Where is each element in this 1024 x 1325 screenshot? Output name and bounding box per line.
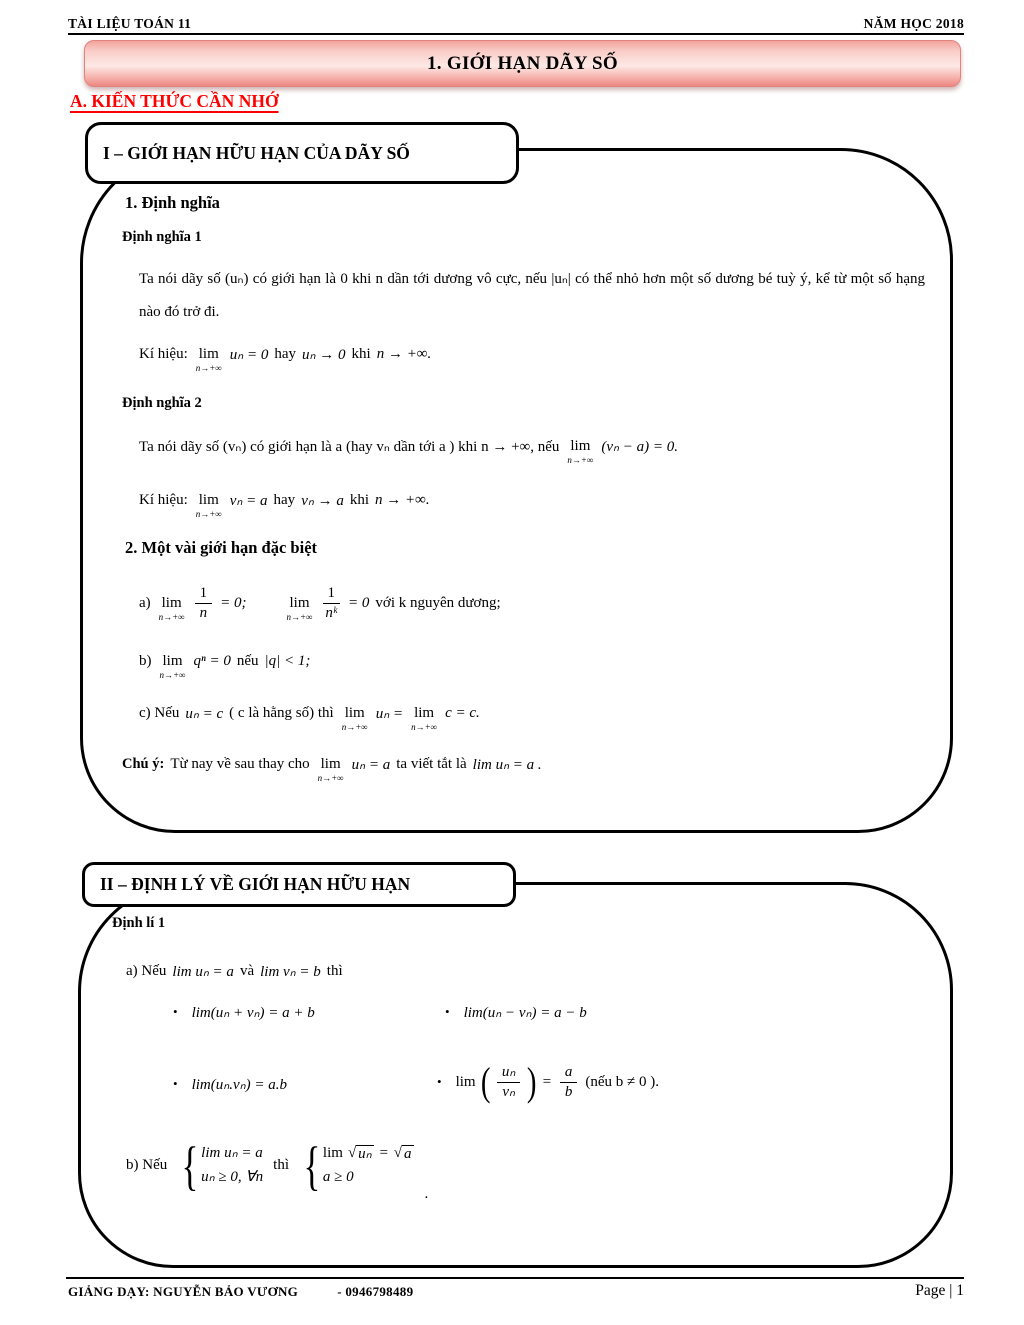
theorem-bullet-quotient: • lim ( $\frac{\text{uₙ}}{\text{vₙ}}$ ) = $\frac{a}{b}$ (nếu b ≠ 0 ). [437, 1059, 659, 1104]
bullet-icon: • [437, 1074, 442, 1089]
system-lines [201, 1144, 263, 1187]
bullet-icon: • [173, 1076, 178, 1091]
text-part: thì [326, 962, 343, 979]
section-a-title: A. KIẾN THỨC CẦN NHỚ [70, 91, 279, 111]
sqrt-icon: √ [393, 1144, 403, 1161]
fraction [323, 584, 341, 623]
lim-text: lim [414, 705, 435, 721]
lim-text: lim [162, 653, 183, 669]
theorem-line-b [126, 1128, 428, 1203]
numerator: uₙ [497, 1063, 520, 1083]
lim-subscript: n→+∞ [195, 509, 222, 519]
formula-part: uₙ = [375, 705, 404, 722]
system-2: { lim √ uₙ = √ a a ≥ 0 [299, 1144, 415, 1187]
text-part: Từ nay về sau thay cho [170, 755, 310, 772]
header-left: TÀI LIỆU TOÁN 11 [68, 16, 192, 31]
lim-operator [287, 596, 313, 622]
equals-sign: = [541, 1073, 552, 1090]
footer-divider [66, 1277, 964, 1279]
lim-subscript: n→+∞ [286, 612, 313, 622]
sqrt-expression [394, 1145, 414, 1163]
notation-label: Kí hiệu: [139, 345, 188, 362]
formula-part: vₙ → a [301, 492, 344, 509]
fraction [195, 584, 213, 623]
lim-subscript: n→+∞ [411, 722, 438, 732]
lim-text: lim [198, 346, 219, 362]
formula-part: uₙ → 0 [302, 346, 346, 363]
formula-part: qⁿ = 0 [193, 652, 231, 669]
formula-part: lim(uₙ.vₙ) = a.b [191, 1076, 287, 1093]
lim-subscript: n→+∞ [158, 612, 185, 622]
heading-dinh-li-1: Định lí 1 [112, 915, 166, 931]
formula-part: c = c. [445, 704, 480, 721]
lim-text: lim [344, 705, 365, 721]
text-part: c) Nếu [139, 704, 180, 721]
formula-part: lim uₙ = a [172, 963, 234, 980]
item-label: a) [139, 594, 151, 611]
equals-sign: = [378, 1145, 389, 1162]
sqrt-icon: √ [347, 1144, 357, 1161]
sqrt-expression [348, 1145, 374, 1163]
lim-text: lim [198, 492, 219, 508]
text-part: khi [349, 491, 369, 508]
formula-part: |q| < 1; [264, 652, 311, 669]
numerator: 1 [195, 584, 213, 604]
fraction [497, 1063, 520, 1102]
item-label: b) [139, 652, 152, 669]
lim-text: lim [289, 595, 310, 611]
heading-dinh-nghia-1: Định nghĩa 1 [122, 229, 202, 245]
system-lines [323, 1144, 415, 1187]
text-part: thì [273, 1157, 289, 1173]
lim-operator [160, 654, 186, 680]
footer-left [68, 1284, 413, 1300]
chapter-title: 1. GIỚI HẠN DÃY SỐ [426, 52, 619, 74]
lim-operator [567, 439, 593, 465]
denominator: b [564, 1083, 573, 1100]
radicand: a [404, 1145, 412, 1162]
text-part: hay [274, 345, 297, 362]
text-part: ( c là hằng số) thì [229, 704, 334, 721]
box1-title: I – GIỚI HẠN HỮU HẠN CỦA DÃY SỐ [103, 142, 410, 163]
theorem-line-a [126, 956, 343, 986]
text-part: và [239, 962, 255, 979]
teacher-name: GIẢNG DẠY: NGUYỄN BẢO VƯƠNG [68, 1284, 299, 1299]
note-label: Chú ý: [122, 755, 165, 772]
formula-part: = 0 [348, 594, 370, 611]
lim-text: lim [322, 1145, 343, 1162]
box2-title: II – ĐỊNH LÝ VỀ GIỚI HẠN HỮU HẠN [100, 874, 411, 894]
text-part: hay [273, 491, 296, 508]
system-line: lim uₙ = a [201, 1145, 263, 1162]
chapter-banner [84, 40, 961, 87]
notation-label: Kí hiệu: [139, 491, 188, 508]
lim-subscript: n→+∞ [317, 773, 344, 783]
formula-part: (vₙ − a) = 0. [601, 438, 679, 455]
denominator: nᵏ [325, 604, 338, 621]
special-limit-c [139, 695, 480, 731]
text-part: b) Nếu [126, 1157, 168, 1173]
lim-operator [318, 757, 344, 783]
lim-text: lim [455, 1073, 476, 1090]
theorem-bullet-difference [445, 998, 587, 1026]
heading-dinh-nghia: 1. Định nghĩa [125, 193, 220, 212]
special-limit-b [139, 643, 310, 679]
formula-part: = 0; [220, 594, 247, 611]
system-line [323, 1144, 415, 1163]
formula-part: uₙ = c [185, 705, 224, 722]
header-right: NĂM HỌC 2018 [863, 16, 964, 31]
period: . [424, 1186, 429, 1202]
text-part: với k nguyên dương; [375, 594, 501, 611]
text-part: ta viết tắt là [396, 755, 467, 772]
formula-part: n → +∞. [376, 345, 432, 362]
formula-part: n → +∞. [375, 491, 430, 508]
formula-part: lim uₙ = a . [472, 756, 542, 773]
lim-text: lim [320, 756, 341, 772]
text-part: nếu [236, 652, 259, 669]
lim-operator [196, 493, 222, 519]
phone-number: - 0946798489 [337, 1284, 414, 1299]
bullet-icon: • [173, 1004, 178, 1019]
formula-part: uₙ = 0 [229, 346, 269, 363]
denominator: vₙ [502, 1083, 515, 1100]
system-1: { lim uₙ = a uₙ ≥ 0, ∀n [181, 1135, 264, 1196]
theorem-bullet-sum [173, 998, 315, 1026]
definition-2-body [139, 428, 678, 464]
header-divider [68, 33, 964, 35]
denominator: n [199, 604, 208, 621]
theorem-bullet-product [173, 1070, 287, 1098]
lim-operator [159, 596, 185, 622]
lim-operator [342, 706, 368, 732]
lim-text: lim [570, 438, 591, 454]
page-number: Page | 1 [915, 1282, 964, 1299]
lim-text: lim [161, 595, 182, 611]
fraction [560, 1063, 578, 1102]
lim-subscript: n→+∞ [567, 455, 594, 465]
lim-subscript: n→+∞ [195, 363, 222, 373]
formula-part: vₙ = a [229, 492, 268, 509]
formula-part: uₙ = a [351, 756, 391, 773]
heading-special-limits: 2. Một vài giới hạn đặc biệt [125, 538, 318, 557]
definition-1-body: Ta nói dãy số (uₙ) có giới hạn là 0 khi n dần tới dương vô cực, nếu |uₙ| có thể nhỏ hơn một số dương bé tuỳ ý, kể từ một số hạng nào đó trở đi. [139, 271, 925, 320]
definition-2-notation [139, 483, 430, 517]
text-part: a) Nếu [126, 962, 167, 979]
text-part: Ta nói dãy số (vₙ) có giới hạn là a (hay vₙ dần tới a ) khi n → +∞, nếu [139, 438, 560, 455]
lim-operator [411, 706, 437, 732]
special-limit-a [139, 575, 501, 631]
definition-1-notation [139, 337, 431, 371]
bullet-icon: • [445, 1004, 450, 1019]
heading-dinh-nghia-2: Định nghĩa 2 [122, 395, 202, 411]
radicand: uₙ [358, 1145, 372, 1162]
system-line: uₙ ≥ 0, ∀n [201, 1169, 264, 1185]
formula-part: lim(uₙ − vₙ) = a − b [463, 1004, 587, 1021]
numerator: 1 [323, 584, 341, 604]
formula-part: lim(uₙ + vₙ) = a + b [191, 1004, 315, 1021]
formula-part: lim vₙ = b [260, 963, 321, 980]
lim-operator [196, 347, 222, 373]
box1-title-tab [85, 122, 519, 184]
lim-subscript: n→+∞ [341, 722, 368, 732]
numerator: a [560, 1063, 578, 1083]
system-line: a ≥ 0 [322, 1169, 354, 1185]
box2-title-tab [82, 862, 516, 907]
note-line [122, 746, 542, 782]
text-part: (nếu b ≠ 0 ). [585, 1073, 659, 1090]
lim-subscript: n→+∞ [159, 670, 186, 680]
text-part: khi [351, 345, 371, 362]
